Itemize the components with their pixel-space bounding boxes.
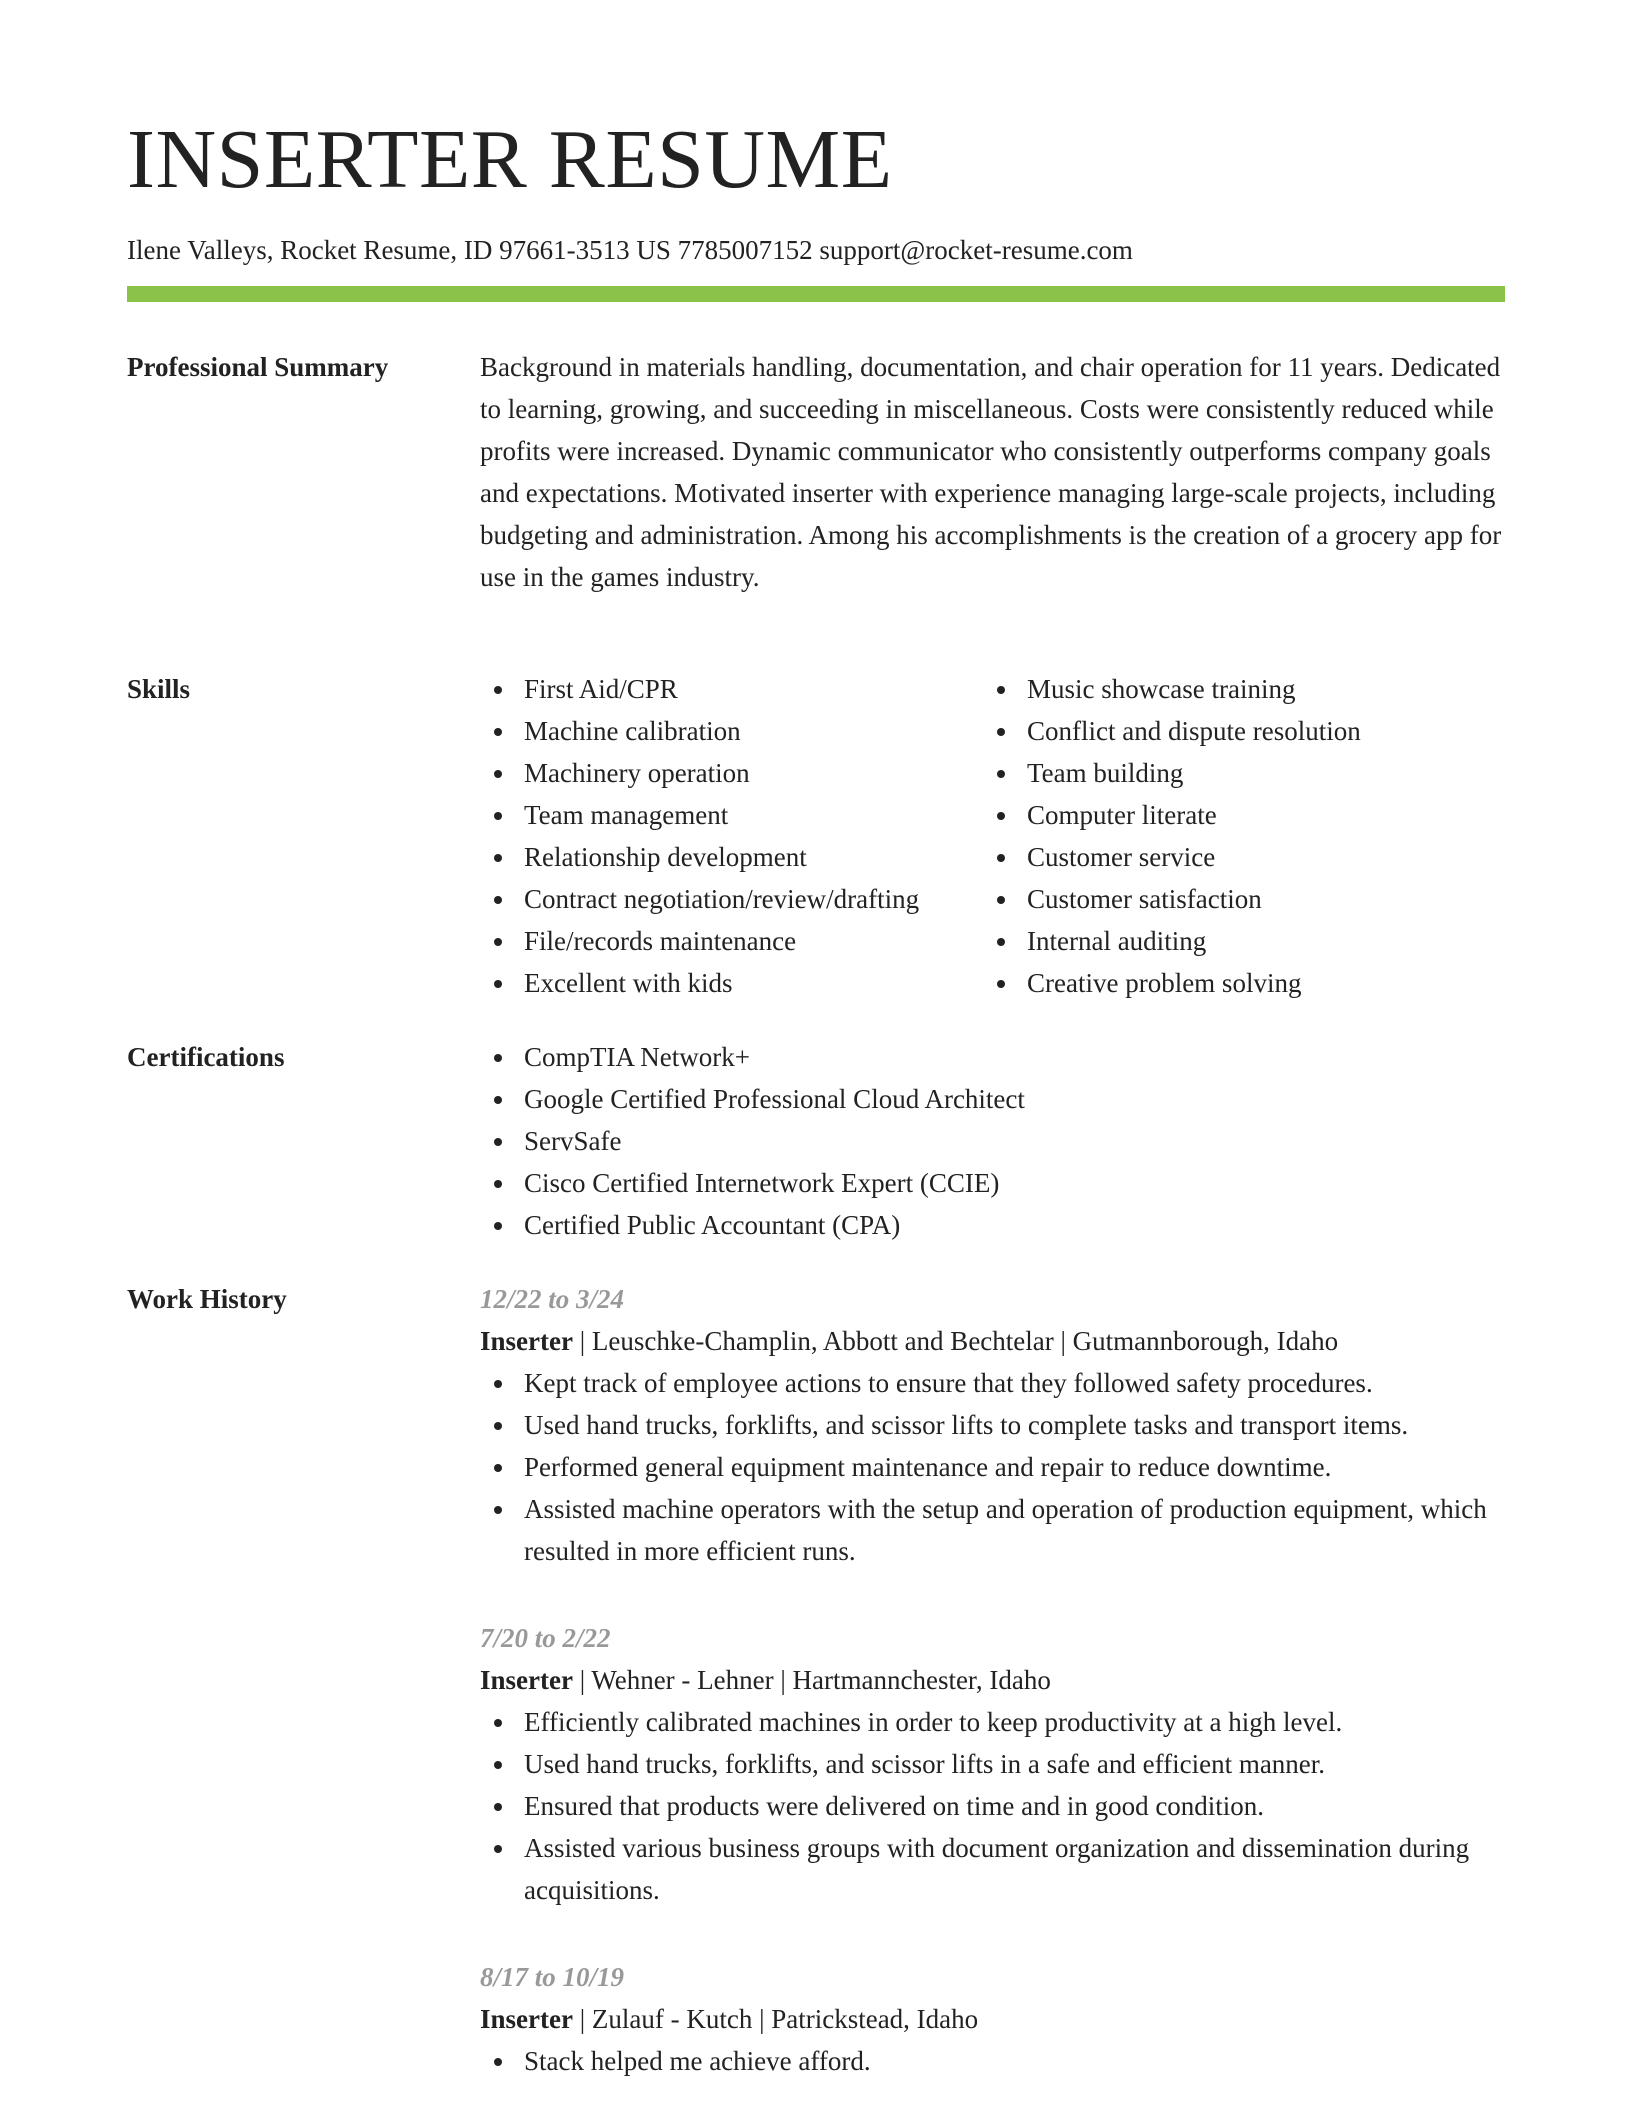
- certification-item: Certified Public Accountant (CPA): [480, 1204, 1505, 1246]
- skill-item: Team building: [983, 752, 1483, 794]
- resume-title: INSERTER RESUME: [127, 113, 893, 206]
- certification-item: Cisco Certified Internetwork Expert (CCIE): [480, 1162, 1505, 1204]
- job-header: [480, 1320, 1505, 1362]
- job-dates: 8/17 to 10/19: [480, 1962, 625, 1992]
- certifications-body: [480, 1036, 1505, 1246]
- job-entry: [480, 1278, 1505, 1572]
- job-details: | Wehner - Lehner | Hartmannchester, Idaho: [572, 1665, 1051, 1695]
- job-details: | Zulauf - Kutch | Patrickstead, Idaho: [572, 2004, 979, 2034]
- job-bullet: Ensured that products were delivered on time and in good condition.: [480, 1785, 1505, 1827]
- job-title: Inserter: [480, 1326, 573, 1356]
- skill-item: File/records maintenance: [480, 920, 980, 962]
- certifications-label: Certifications: [127, 1042, 285, 1072]
- summary-label: Professional Summary: [127, 352, 389, 382]
- job-bullet: Assisted various business groups with document organization and dissemination during acquisitions.: [480, 1827, 1505, 1911]
- job-title: Inserter: [480, 2004, 573, 2034]
- skill-item: Music showcase training: [983, 668, 1483, 710]
- skill-item: Relationship development: [480, 836, 980, 878]
- skill-item: Excellent with kids: [480, 962, 980, 1004]
- job-bullet: Performed general equipment maintenance and repair to reduce downtime.: [480, 1446, 1505, 1488]
- job-entry: [480, 1956, 1505, 2082]
- job-header: [480, 1659, 1505, 1701]
- accent-divider: [127, 286, 1505, 302]
- job-bullet: Kept track of employee actions to ensure that they followed safety procedures.: [480, 1362, 1505, 1404]
- job-header: [480, 1998, 1505, 2040]
- certifications-list: [480, 1036, 1505, 1246]
- job-entry: [480, 1617, 1505, 1911]
- skill-item: Contract negotiation/review/drafting: [480, 878, 980, 920]
- job-dates: 7/20 to 2/22: [480, 1623, 611, 1653]
- skill-item: First Aid/CPR: [480, 668, 980, 710]
- skills-list-right: [983, 668, 1483, 1004]
- skill-item: Internal auditing: [983, 920, 1483, 962]
- skills-list-left: [480, 668, 980, 1004]
- summary-text: Background in materials handling, documentation, and chair operation for 11 years. Dedicated to learning, growing, and succeeding in miscellaneous. Costs were consistently reduced while profits were increased. Dynamic communicator who consistently outperforms company goals and expectations. Motivated inserter with experience managing large-scale projects, including budgeting and administration. Among his accomplishments is the creation of a grocery app for use in the games industry.: [480, 352, 1502, 592]
- job-bullet: Efficiently calibrated machines in order to keep productivity at a high level.: [480, 1701, 1505, 1743]
- job-title: Inserter: [480, 1665, 573, 1695]
- skill-item: Computer literate: [983, 794, 1483, 836]
- job-bullets: [480, 2040, 1505, 2082]
- certification-item: Google Certified Professional Cloud Architect: [480, 1078, 1505, 1120]
- skill-item: Customer satisfaction: [983, 878, 1483, 920]
- skills-label: Skills: [127, 674, 191, 704]
- skill-item: Conflict and dispute resolution: [983, 710, 1483, 752]
- job-bullets: [480, 1362, 1505, 1572]
- job-details: | Leuschke-Champlin, Abbott and Bechtelar | Gutmannborough, Idaho: [572, 1326, 1339, 1356]
- certification-item: CompTIA Network+: [480, 1036, 1505, 1078]
- certification-item: ServSafe: [480, 1120, 1505, 1162]
- job-dates: 12/22 to 3/24: [480, 1284, 625, 1314]
- job-bullet: Assisted machine operators with the setup and operation of production equipment, which resulted in more efficient runs.: [480, 1488, 1505, 1572]
- skill-item: Team management: [480, 794, 980, 836]
- skill-item: Machine calibration: [480, 710, 980, 752]
- skill-item: Machinery operation: [480, 752, 980, 794]
- job-bullets: [480, 1701, 1505, 1911]
- job-bullet: Stack helped me achieve afford.: [480, 2040, 1505, 2082]
- skill-item: Customer service: [983, 836, 1483, 878]
- contact-line: Ilene Valleys, Rocket Resume, ID 97661-3513 US 7785007152 support@rocket-resume.com: [127, 235, 1133, 265]
- job-bullet: Used hand trucks, forklifts, and scissor lifts to complete tasks and transport items.: [480, 1404, 1505, 1446]
- work-history-label: Work History: [127, 1284, 287, 1314]
- job-bullet: Used hand trucks, forklifts, and scissor lifts in a safe and efficient manner.: [480, 1743, 1505, 1785]
- skill-item: Creative problem solving: [983, 962, 1483, 1004]
- summary-body: [480, 346, 1505, 598]
